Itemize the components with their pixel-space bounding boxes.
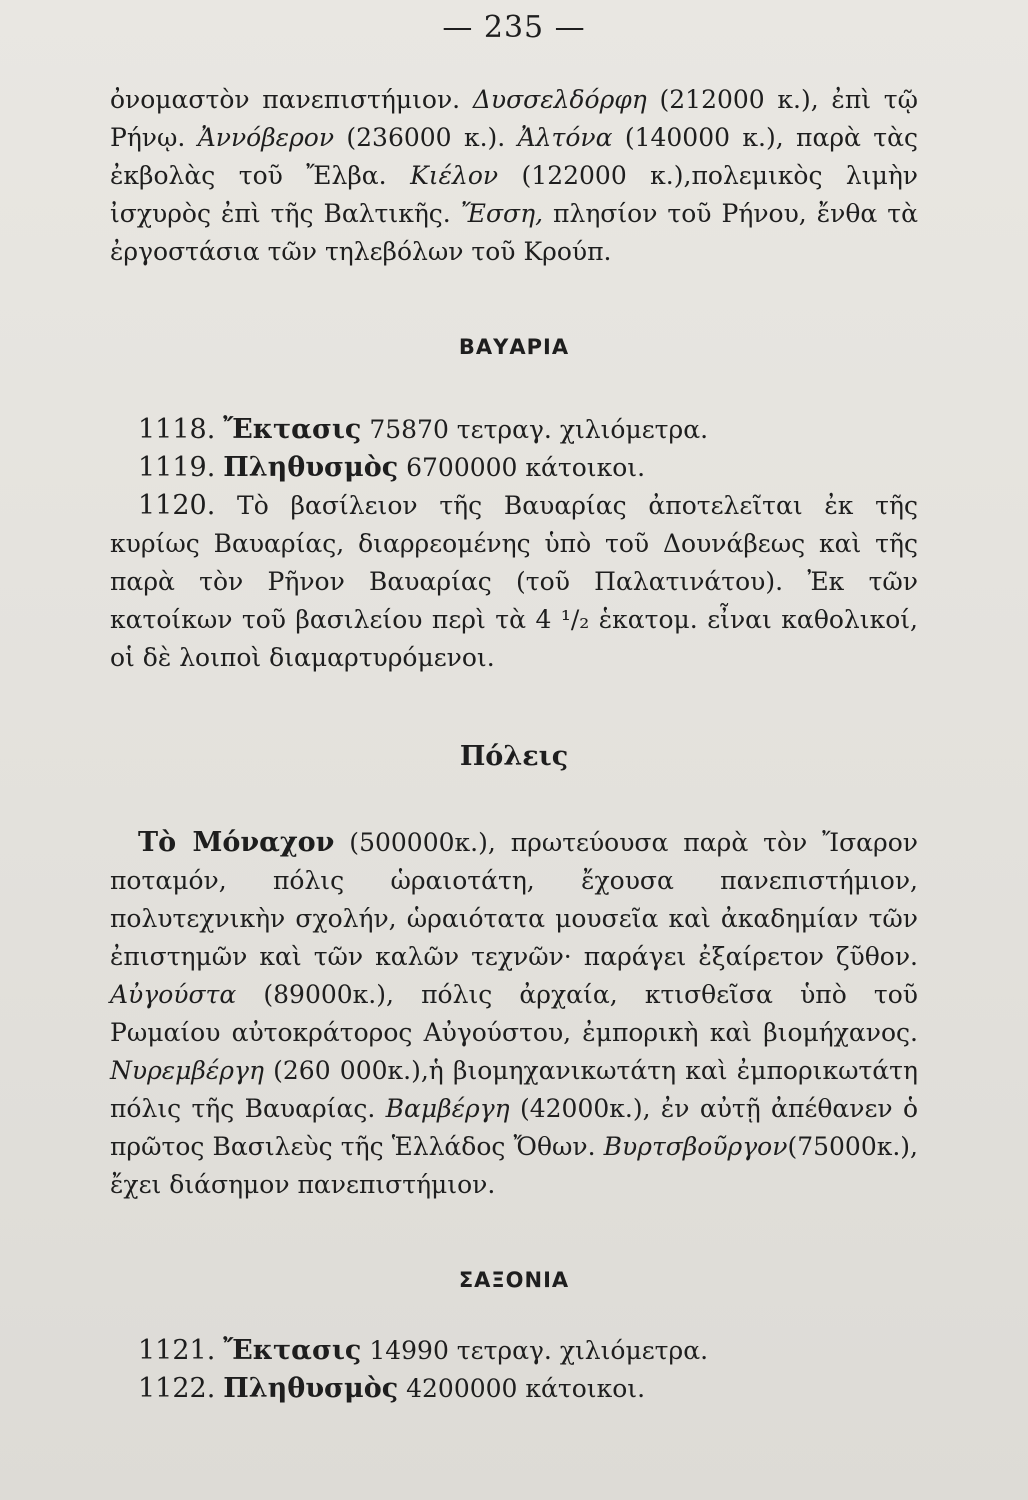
city-dusseldorf: Δυσσελδόρφη (472, 85, 647, 114)
item-label: Πληθυσμὸς (223, 452, 399, 483)
nuremberg-text: (260 000κ.),ἡ βιομηχανικωτάτη καὶ ἐμπορικωτάτη πόλις τῆς Βαυαρίας. (110, 1056, 918, 1123)
item-text: 75870 τετραγ. χιλιόμετρα. (361, 415, 709, 444)
item-number: 1120. (138, 490, 216, 521)
item-1120 (110, 487, 918, 677)
item-number: 1121. (138, 1335, 216, 1366)
city-essen: Ἔσση, (460, 199, 544, 228)
item-text: Τὸ βασίλειον τῆς Βαυαρίας ἀποτελεῖται ἐκ τῆς κυρίως Βαυαρίας, διαρρεομένης ὑπὸ τοῦ Δουνάβεως καὶ τῆς παρὰ τὸν Ρῆνον Βαυαρίας (τοῦ Παλατινάτου). Ἐκ τῶν κατοίκων τοῦ βασιλείου περὶ τὰ 4 ¹/₂ ἑκατομ. εἶναι καθολικοί, οἱ δὲ λοιποὶ διαμαρτυρόμενοι. (110, 491, 918, 672)
intro-text-3: (236000 κ.). (334, 123, 518, 152)
item-number: 1119. (138, 452, 216, 483)
item-1119 (110, 449, 918, 487)
city-hanover: Ἀννόβερον (197, 123, 335, 152)
item-label: Ἔκτασις (223, 414, 362, 445)
city-altona: Ἀλτόνα (517, 123, 613, 152)
item-1121 (110, 1332, 918, 1370)
intro-text-1: ὀνομαστὸν πανεπιστήμιον. (110, 85, 473, 114)
munich-text: (500000κ.), πρωτεύουσα παρὰ τὸν Ἴσαρον ποταμόν, πόλις ὡραιοτάτη, ἔχουσα πανεπιστήμιον, πολυτεχνικὴν σχολήν, ὡραιότατα μουσεῖα καὶ ἀκαδημίαν τῶν ἐπιστημῶν καὶ τῶν καλῶν τεχνῶν· παράγει ἐξαίρετον ζῦθον. (110, 828, 918, 971)
item-number: 1118. (138, 414, 216, 445)
city-nuremberg: Νυρεμβέργη (110, 1056, 264, 1085)
item-1122 (110, 1370, 918, 1408)
city-munich: Τὸ Μόναχον (138, 827, 335, 858)
item-text: 14990 τετραγ. χιλιόμετρα. (361, 1336, 709, 1365)
city-wurzburg: Βυρτσβοῦργον (603, 1132, 788, 1161)
item-label: Ἔκτασις (223, 1335, 362, 1366)
city-kiel: Κιέλον (410, 161, 499, 190)
item-text: 4200000 κάτοικοι. (398, 1374, 646, 1403)
wurzburg-text: (75000κ.), ἔχει διάσημον πανεπιστήμιον. (110, 1132, 918, 1199)
item-label: Πληθυσμὸς (223, 1373, 399, 1404)
cities-paragraph (110, 824, 918, 1204)
city-bamberg: Βαμβέργη (385, 1094, 510, 1123)
page-number: — 235 — (442, 10, 586, 45)
intro-text-2: (212000 κ.), ἐπὶ τῷ Ρήνῳ. (110, 85, 918, 152)
city-augsburg: Αὐγούστα (110, 980, 237, 1009)
item-number: 1122. (138, 1373, 216, 1404)
section-heading-saxony: ΣΑΞΟΝΙΑ (458, 1268, 570, 1292)
intro-paragraph (110, 81, 918, 271)
bamberg-text: (42000κ.), ἐν αὐτῇ ἀπέθανεν ὁ πρῶτος Βασιλεὺς τῆς Ἑλλάδος Ὄθων. (110, 1094, 918, 1161)
sub-heading-cities: Πόλεις (459, 741, 569, 772)
item-1118 (110, 411, 918, 449)
augsburg-text: (89000κ.), πόλις ἀρχαία, κτισθεῖσα ὑπὸ τοῦ Ρωμαίου αὐτοκράτορος Αὐγούστου, ἐμπορικὴ καὶ βιομήχανος. (110, 980, 918, 1047)
intro-text-5: (122000 κ.),πολεμικὸς λιμὴν ἰσχυρὸς ἐπὶ τῆς Βαλτικῆς. (110, 161, 918, 228)
section-heading-bavaria: ΒΑΥΑΡΙΑ (458, 335, 570, 359)
item-text: 6700000 κάτοικοι. (398, 453, 646, 482)
intro-text-4: (140000 κ.), παρὰ τὰς ἐκβολὰς τοῦ Ἔλβα. (110, 123, 918, 190)
intro-text-6: πλησίον τοῦ Ρήνου, ἔνθα τὰ ἐργοστάσια τῶν τηλεβόλων τοῦ Κρούπ. (110, 199, 918, 266)
